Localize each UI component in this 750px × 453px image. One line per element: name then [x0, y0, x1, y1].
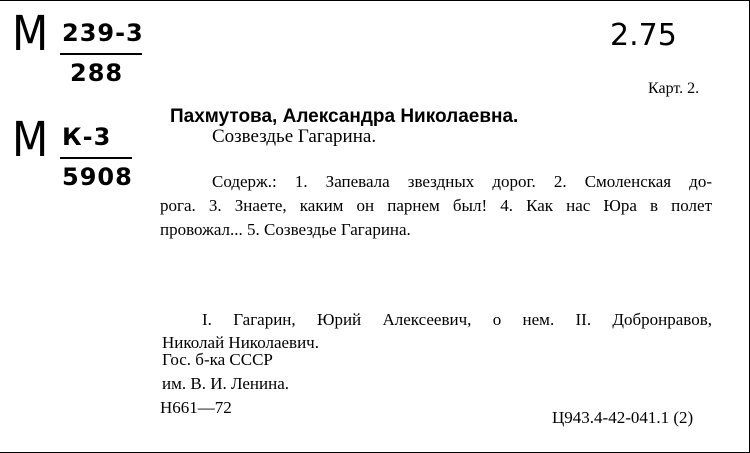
handwritten-code-bottom-bottom: 5908 — [62, 163, 133, 191]
contents-line-2: рога. 3. Знаете, каким он парнем был! 4. Как нас Юра в полет — [160, 196, 712, 215]
order-number: Н661—72 — [160, 398, 232, 417]
handwritten-divider-top — [60, 53, 142, 55]
contents-line-3: провожал... 5. Созвездье Гагарина. — [160, 220, 411, 239]
handwritten-m-bottom: М — [12, 111, 49, 168]
library-line-2: им. В. И. Ленина. — [162, 374, 290, 393]
handwritten-divider-bottom — [60, 157, 132, 159]
subject-line-1: I. Гагарин, Юрий Алексеевич, о нем. II. Добронравов, — [202, 310, 712, 329]
handwritten-code-bottom: К-3 — [62, 123, 112, 151]
work-title: Созвездье Гагарина. — [212, 126, 377, 147]
subject-line-2: Николай Николаевич. — [162, 333, 319, 352]
handwritten-code-top: 239-3 — [62, 19, 144, 47]
library-line-1: Гос. б-ка СССР — [162, 350, 273, 369]
handwritten-code-top-bottom: 288 — [70, 59, 124, 87]
handwritten-corner-note: 2.75 — [610, 18, 677, 53]
card-number: Карт. 2. — [648, 80, 700, 97]
author-heading: Пахмутова, Александра Николаевна. — [170, 106, 519, 127]
classification-code: Ц943.4-42-041.1 (2) — [552, 408, 694, 427]
contents-line-1: Содерж.: 1. Запевала звездных дорог. 2. Смоленская до- — [212, 172, 712, 191]
handwritten-m-top: М — [12, 5, 49, 62]
